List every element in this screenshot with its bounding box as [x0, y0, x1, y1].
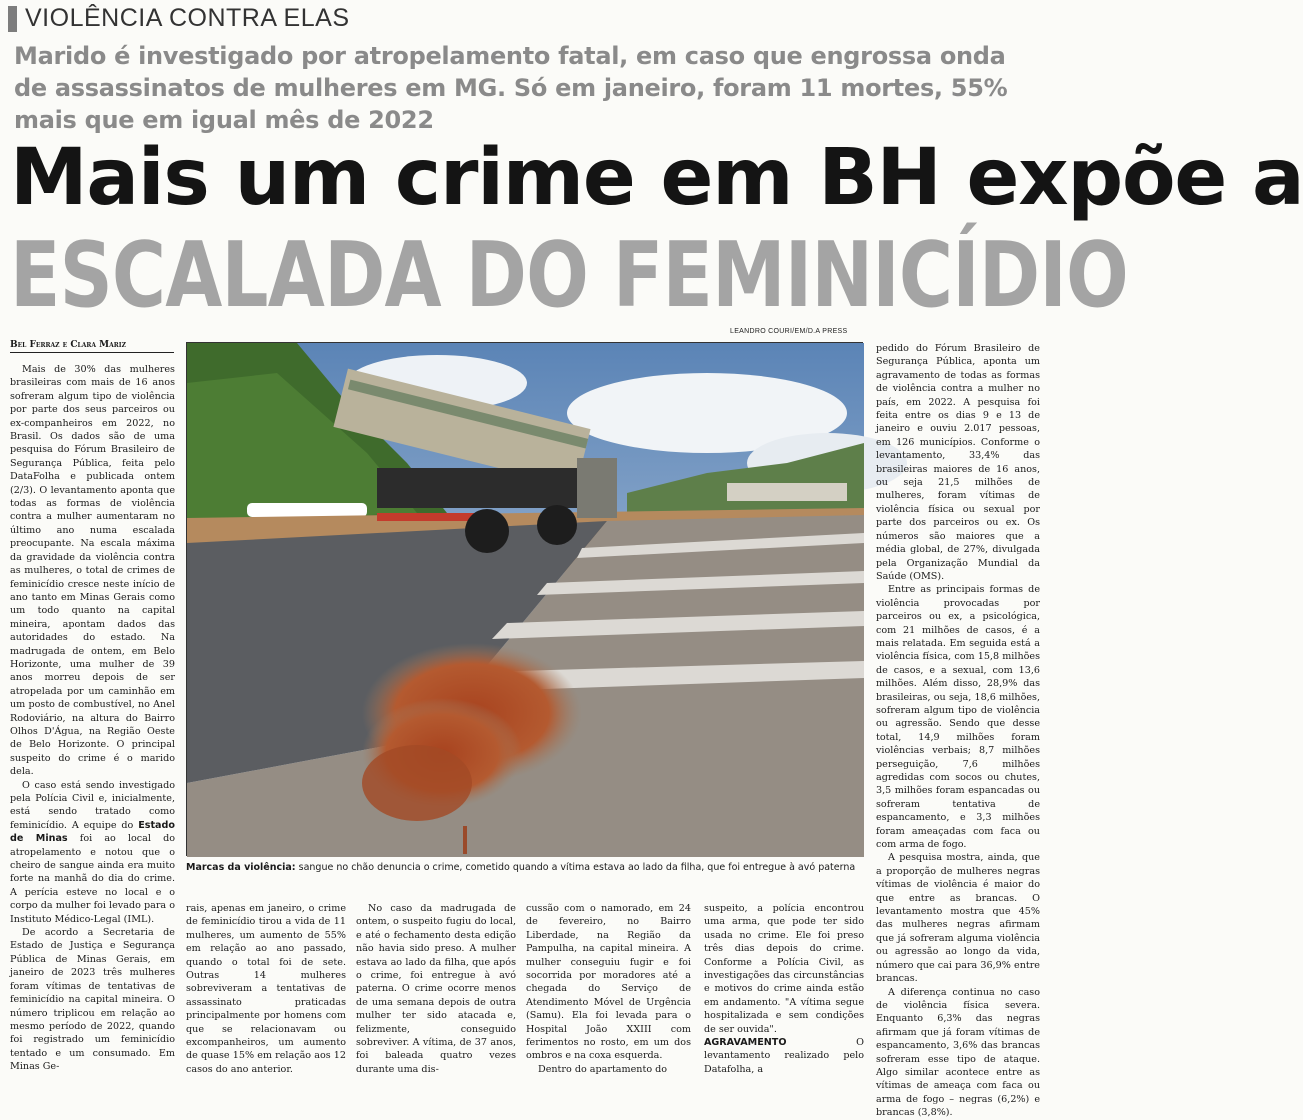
article-column-2	[186, 902, 346, 1075]
subhead-agravamento: AGRAVAMENTO	[704, 1037, 787, 1049]
caption-text: sangue no chão denuncia o crime, cometido quando a vítima estava ao lado da filha, que foi entregue à avó paterna	[295, 862, 856, 873]
paragraph: De acordo a Secretaria de Estado de Justiça e Segurança Pública de Minas Gerais, em janeiro de 2023 três mulheres foram vítimas de tentativas de feminicídio na capital mineira. O número triplicou em relação ao mesmo período de 2022, quando foi registrado um feminicídio tentado e um consumado. Em Minas Ge-	[10, 927, 175, 1073]
paragraph: Entre as principais formas de violência provocadas por parceiros ou ex, a psicológica, com 21 milhões de casos, é a mais relatada. Em seguida está a violência física, com 15,8 milhões de casos, e a sexual, com 13,6 milhões. Além disso, 28,9% das brasileiras, ou seja, 18,6 milhões, sofreram algum tipo de violência ou agressão. Sendo que desse total, 14,9 milhões foram violências verbais; 8,7 milhões perseguição, 7,6 milhões agredidas com socos ou chutes, 3,5 milhões foram espancadas ou sofreram tentativa de espancamento, e 3,3 milhões foram ameaçadas com faca ou com arma de fogo.	[876, 584, 1040, 851]
paragraph: O caso está sendo investigado pela Polícia Civil e, inicialmente, está sendo tratado como feminicídio. A equipe do Estado de Minas foi ao local do atropelamento e notou que o cheiro de sangue ainda era muito forte na manhã do dia do crime. A perícia esteve no local e o corpo da mulher foi levado para o Instituto Médico-Legal (IML).	[10, 779, 175, 925]
news-photo	[186, 342, 863, 856]
paragraph: No caso da madrugada de ontem, o suspeito fugiu do local, e até o fechamento desta edição não havia sido preso. A mulher estava ao lado da filha, que após o crime, foi entregue à avó paterna. O crime ocorre menos de uma semana depois de outra mulher ter sido atacada e, felizmente, conseguido sobreviver. A vítima, de 37 anos, foi baleada quatro vezes durante uma dis-	[356, 903, 516, 1075]
kicker-text: VIOLÊNCIA CONTRA ELAS	[25, 4, 350, 32]
kicker-bar	[8, 6, 17, 32]
paragraph: Mais de 30% das mulheres brasileiras com mais de 16 anos sofreram algum tipo de violência por parte dos seus parceiros ou ex-companheiros em 2022, no Brasil. Os dados são de uma pesquisa do Fórum Brasileiro de Segurança Pública, feita pelo DataFolha e publicada ontem (2/3). O levantamento aponta que todas as formas de violência contra a mulher aumentaram no último ano numa escalada preocupante. Na escala máxima da gravidade da violência contra as mulheres, o total de crimes de feminicídio cresce neste início de ano tanto em Minas Gerais como um todo quanto na capital mineira, apontam dados das autoridades do estado. Na madrugada de ontem, em Belo Horizonte, uma mulher de 39 anos morreu depois de ser atropelada por um caminhão em um posto de combustível, no Anel Rodoviário, na altura do Bairro Olhos D'Água, na Região Oeste de Belo Horizonte. O principal suspeito do crime é o marido dela.	[10, 364, 175, 778]
paragraph: rais, apenas em janeiro, o crime de feminicídio tirou a vida de 11 mulheres, um aumento de 55% em relação ao ano passado, quando o total foi de sete. Outras 14 mulheres sobreviveram a tentativas de assassinato praticadas principalmente por homens com que se relacionavam ou excompanheiros, um aumento de quase 15% em relação aos 12 casos do ano anterior.	[186, 903, 346, 1075]
paragraph: suspeito, a polícia encontrou uma arma, que pode ter sido usada no crime. Ele foi preso três dias depois do crime. Conforme a Polícia Civil, as investigações das circunstâncias e motivos do crime ainda estão em andamento. "A vítima segue hospitalizada e sem condições de ser ouvida".	[704, 903, 864, 1035]
paragraph: A pesquisa mostra, ainda, que a proporção de mulheres negras vítimas de violência é maior do que entre as brancas. O levantamento mostra que 45% das mulheres negras afirmam que já sofreram alguma violência ou agressão ao longo da vida, número que cai para 36,9% entre brancas.	[876, 852, 1040, 985]
section-kicker	[8, 4, 350, 33]
paragraph: AGRAVAMENTO O levantamento realizado pelo Datafolha, a	[704, 1037, 864, 1075]
paragraph: pedido do Fórum Brasileiro de Segurança Pública, aponta um agravamento de todas as formas de violência contra a mulher no país, em 2022. A pesquisa foi feita entre os dias 9 e 13 de janeiro e ouviu 2.017 pessoas, em 126 municípios. Conforme o levantamento, 33,4% das brasileiras maiores de 16 anos, ou seja 21,5 milhões de mulheres, foram vítimas de violência física ou sexual por parte dos parceiros ou ex. Os números são maiores que a média global, de 27%, divulgada pela Organização Mundial da Saúde (OMS).	[876, 343, 1040, 582]
article-column-6	[876, 342, 1040, 1119]
paragraph: cussão com o namorado, em 24 de fevereiro, no Bairro Liberdade, na Região da Pampulha, na capital mineira. A mulher conseguiu fugir e foi socorrida por moradores até a chegada do Serviço de Atendimento Móvel de Urgência (Samu). Ela foi levada para o Hospital João XXIII com ferimentos no rosto, em um dos ombros e na coxa esquerda.	[526, 903, 691, 1062]
byline: Bel Ferraz e Clara Mariz	[10, 340, 174, 353]
headline-line-1: Mais um crime em BH expõe a	[10, 133, 1303, 223]
article-column-3	[356, 902, 516, 1075]
headline-line-2: ESCALADA DO FEMINICÍDIO	[10, 223, 1128, 328]
photo-credit: LEANDRO COURI/EM/D.A PRESS	[730, 328, 848, 335]
subheadline: Marido é investigado por atropelamento fatal, em caso que engrossa onda de assassinatos de mulheres em MG. Só em janeiro, foram 11 mortes, 55% mais que em igual mês de 2022	[14, 42, 1008, 134]
article-column-1	[10, 363, 175, 1073]
caption-lead: Marcas da violência:	[186, 862, 296, 873]
photo-caption	[186, 861, 863, 874]
publication-name: Estado de Minas	[10, 819, 175, 845]
article-column-4	[526, 902, 691, 1075]
paragraph: A diferença continua no caso de violência física severa. Enquanto 6,3% das negras afirmam que já foram vítimas de espancamento, 3,6% das brancas sofreram esse tipo de ataque. Algo similar acontece entre as vítimas de ameaça com faca ou arma de fogo – negras (6,2%) e brancas (3,8%).	[876, 986, 1040, 1119]
paragraph: Dentro do apartamento do	[538, 1063, 668, 1075]
crime-scene-photo-illustration	[187, 343, 864, 857]
article-column-5	[704, 902, 864, 1075]
